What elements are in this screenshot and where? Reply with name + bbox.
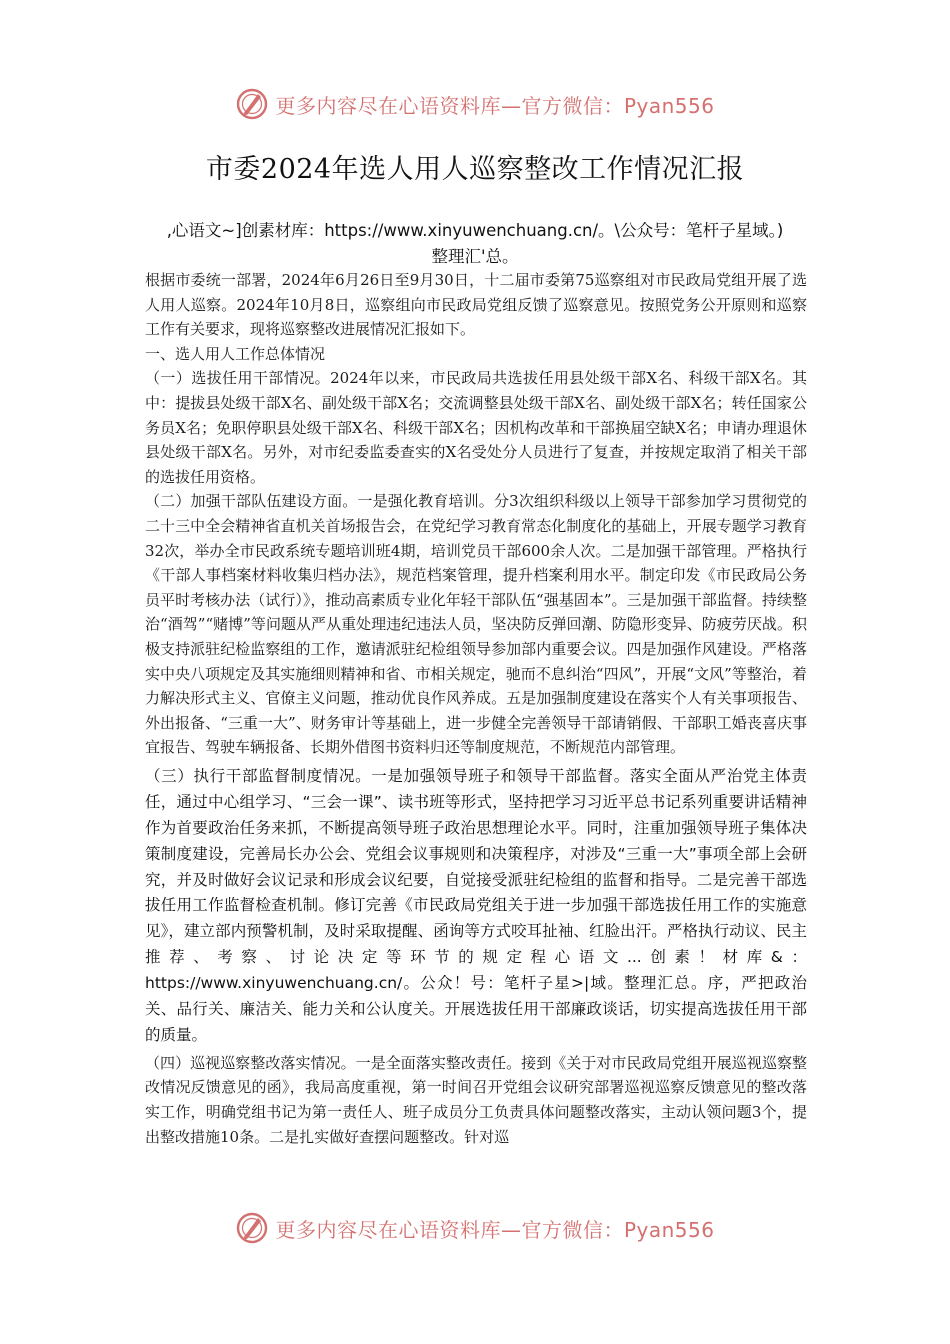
body-paragraph: （一）选拔任用干部情况。2024年以来，市民政局共选拔任用县处级干部X名、科级干部X名。其中：提拔县处级干部X名、副处级干部X名；交流调整县处级干部X名、副处级干部X名；转任国家公务员X名；免职停职县处级干部X名、科级干部X名；因机构改革和干部换届空缺X名；申请办理退休县处级干部X名。另外，对市纪委监委查实的X名受处分人员进行了复查，并按规定取消了相关干部的选拔任用资格。 <box>145 369 807 486</box>
intro-paragraph: 根据市委统一部署，2024年6月26日至9月30日，十二届市委第75巡察组对市民政局党组开展了选人用人巡察。2024年10月8日，巡察组向市民政局党组反馈了巡察意见。按照党务公开原则和巡察工作有关要求，现将巡察整改进展情况汇报如下。 <box>145 271 807 339</box>
footer-banner <box>0 1206 950 1250</box>
body-paragraph: （四）巡视巡察整改落实情况。一是全面落实整改责任。接到《关于对市民政局党组开展巡视巡察整改情况反馈意见的函》，我局高度重视，第一时间召开党组会议研究部署巡视巡察反馈意见的整改落实工作，明确党组书记为第一责任人、班子成员分工负责具体问题整改落实，主动认领问题3个，提出整改措施10条。二是扎实做好查摆问题整改。针对巡 <box>145 1053 807 1146</box>
document-title: 市委2024年选人用人巡察整改工作情况汇报 <box>205 154 745 185</box>
banner-text: 更多内容尽在心语资料库—官方微信：Pyan556 <box>275 93 715 118</box>
pen-circle-logo-icon <box>235 87 269 121</box>
source-line-2: 整理汇'总。 <box>431 247 519 266</box>
body-paragraph: （二）加强干部队伍建设方面。一是强化教育培训。分3次组织科级以上领导干部参加学习贯彻党的二十三中全会精神省直机关首场报告会，在党纪学习教育常态化制度化的基础上，开展专题学习教育32次，举办全市民政系统专题培训班4期，培训党员干部600余人次。二是加强干部管理。严格执行《干部人事档案材料收集归档办法》，规范档案管理，提升档案利用水平。制定印发《市民政局公务员平时考核办法（试行）》，推动高素质专业化年轻干部队伍“强基固本”。三是加强干部监督。持续整治“酒驾”“赌博”等问题从严从重处理违纪违法人员，坚决防反弹回潮、防隐形变异、防疲劳厌战。积极支持派驻纪检监察组的工作，邀请派驻纪检组领导参加部内重要会议。四是加强作风建设。严格落实中央八项规定及其实施细则精神和省、市相关规定，驰而不息纠治“四风”，开展“文风”等整治，着力解决形式主义、官僚主义问题，推动优良作风养成。五是加强制度建设在落实个人有关事项报告、外出报备、“三重一大”、财务审计等基础上，进一步健全完善领导干部请销假、干部职工婚丧喜庆事宜报告、驾驶车辆报备、长期外借图书资料归还等制度规范，不断规范内部管理。 <box>145 492 807 757</box>
section-heading: 一、选人用人工作总体情况 <box>145 344 326 363</box>
body-paragraph: （三）执行干部监督制度情况。一是加强领导班子和领导干部监督。落实全面从严治党主体责任，通过中心组学习、“三会一课”、读书班等形式，坚持把学习习近平总书记系列重要讲话精神作为首要政治任务来抓，不断提高领导班子政治思想理论水平。同时，注重加强领导班子集体决策制度建设，完善局长办公会、党组会议事规则和决策程序，对涉及“三重一大”事项全部上会研究，并及时做好会议记录和形成会议纪要，自觉接受派驻纪检组的监督和指导。二是完善干部选拔任用工作监督检查机制。修订完善《市民政局党组关于进一步加强干部选拔任用工作的实施意见》，建立部内预警机制，及时采取提醒、函询等方式咬耳扯袖、红脸出汗。严格执行动议、民主推荐、考察、讨论决定等环节的规定程心语文...创素！材库&：https://www.xinyuwenchuang.cn/。公众！号：笔杆子星>|域。整理汇总。序，严把政治关、品行关、廉洁关、能力关和公认度关。开展选拔任用干部廉政谈话，切实提高选拔任用干部的质量。 <box>145 766 807 1044</box>
pen-circle-logo-icon <box>235 1211 269 1245</box>
header-banner <box>0 82 950 126</box>
document-body <box>145 268 807 1149</box>
banner-text: 更多内容尽在心语资料库—官方微信：Pyan556 <box>275 1217 715 1242</box>
source-line-1: ,心语文~]创素材库：https://www.xinyuwenchuang.cn/。\公众号：笔杆子星域。) <box>166 221 784 240</box>
source-note <box>0 218 950 270</box>
